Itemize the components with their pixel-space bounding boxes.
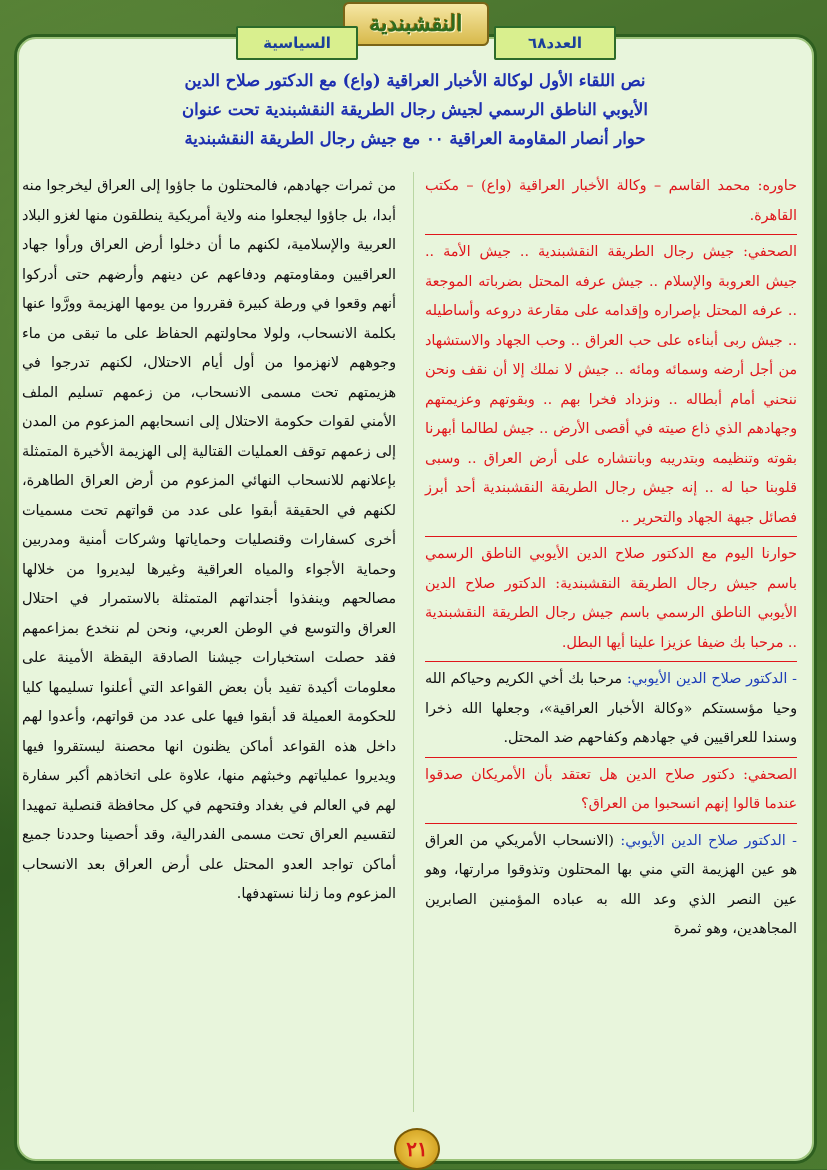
- interviewer-credit: حاوره: محمد القاسم – وكالة الأخبار العراقية (واع) – مكتب القاهرة.: [425, 178, 797, 224]
- separator-line: [425, 536, 797, 537]
- headline-line-3: حوار أنصار المقاومة العراقية ٠٠ مع جيش رجال الطريقة النقشبندية: [184, 129, 646, 148]
- separator-line: [425, 661, 797, 662]
- question-2: الصحفي: دكتور صلاح الدين هل تعتقد بأن الأمريكان صدقوا عندما قالوا إنهم انسحبوا من العراق؟: [425, 766, 797, 812]
- logo-text: النقشبندية: [369, 11, 463, 37]
- page-number-badge: [394, 1128, 440, 1170]
- right-column: [425, 172, 797, 945]
- issue-number-badge: [494, 26, 616, 60]
- answer-1-text: مرحبا بك أخي الكريم وحياكم الله وحيا مؤسستكم «وكالة الأخبار العراقية»، وجعلها الله ذخرا وسندا للعراقيين في جهادهم وكفاحهم ضد المحتل.: [425, 671, 797, 746]
- separator-line: [425, 234, 797, 235]
- journalist-intro: الصحفي: جيش رجال الطريقة النقشبندية .. جيش الأمة .. جيش العروبة والإسلام .. جيش عرفه المحتل بضرباته الموجعة .. عرفه المحتل بإصراره وإقدامه على مقارعة دروعه وأساطيله .. جيش ربى أبناءه على حب العراق .. وحب الجهاد والاستشهاد من أجل أرضه وسمائه ومائه .. جيش لا نملك إلا أن نقف ونحن ننحني أمام أبطاله .. ونزداد فخرا بهم .. وبقوتهم وعزيمتهم وجهادهم الذي ذاع صيته في أقصى الأرض .. جيش لطالما أبهرنا بقوته وتنظيمه وبتدريبه وبانتشاره على أرض العراق .. وسبى قلوبنا حبا له .. إنه جيش رجال الطريقة النقشبندية أحد أبرز فصائل جبهة الجهاد والتحرير ..: [425, 244, 797, 526]
- article-headline: [40, 66, 790, 153]
- journalist-welcome: حوارنا اليوم مع الدكتور صلاح الدين الأيوبي الناطق الرسمي باسم جيش رجال الطريقة النقشبندية: الدكتور صلاح الدين الأيوبي الناطق الرسمي باسم جيش رجال الطريقة النقشبندية .. مرحبا بك ضيفا عزيزا علينا أيها البطل.: [425, 546, 797, 651]
- answer-2: [425, 827, 797, 945]
- column-divider: [413, 172, 414, 1112]
- issue-number-label: العدد٦٨: [528, 34, 582, 52]
- headline-line-2: الأيوبي الناطق الرسمي لجيش رجال الطريقة النقشبندية تحت عنوان: [182, 100, 648, 119]
- left-column: [22, 172, 396, 910]
- answer-2-continued: من ثمرات جهادهم، فالمحتلون ما جاؤوا إلى العراق ليخرجوا منه أبدا، بل جاؤوا ليجعلوا منه ولاية أمريكية ينطلقون منها لغزو البلاد العربية والإسلامية، لكنهم ما أن دخلوا أرض العراق ورأوا جهاد العراقيين ومقاومتهم ودفاعهم عن دينهم وأرضهم حتى أدركوا أنهم وقعوا في ورطة كبيرة فقرروا من يومها الهزيمة وورَّوا عنها بكلمة الانسحاب، ولولا محاولتهم الحفاظ على ما تبقى من ماء وجوههم لانهزموا من أول أيام الاحتلال، لكنهم تدرجوا في هزيمتهم تحت مسمى الانسحاب، من زعمهم تسليم الملف الأمني لقوات حكومة الاحتلال إلى انسحابهم المزعوم من المدن إلى زعمهم توقف العمليات القتالية إلى الهزيمة الأخيرة المتمثلة بإعلانهم للانسحاب النهائي المزعوم من أرض العراق الطاهرة، لكنهم في الحقيقة أبقوا على عدد من قواتهم تحت مسميات أخرى كسفارات وقنصليات وحماياتها وشركات أمنية ومدربين وحماية الأجواء والمياه العراقية وغيرها ليديروا من خلالها مصالحهم وينفذوا أجنداتهم المتمثلة بالاستمرار في احتلال العراق والتوسع في الوطن العربي، ونحن لم ننخدع بمزاعمهم فقد حصلت استخبارات جيشنا الصادقة اليقظة الأمينة على معلومات أكيدة تفيد بأن بعض القواعد التي أعلنوا تسليمها كليا للحكومة العميلة قد أبقوا فيها على عدد من قواتهم، وأعدوا لهم داخل هذه القواعد أماكن يظنون انها محصنة ليستقروا فيها ويديروا عملياتهم وخبثهم منها، علاوة على اتخاذهم أكبر سفارة لهم في العالم في بغداد وفتحهم في كل محافظة قنصلية تمهيدا لتقسيم العراق تحت مسمى الفدرالية، وقد أحصينا وحددنا جميع أماكن تواجد العدو المحتل على أرض العراق بعد الانسحاب المزعوم وما زلنا نستهدفها.: [22, 178, 396, 902]
- answer-1: [425, 665, 797, 754]
- section-label: السياسية: [263, 34, 331, 52]
- headline-line-1: نص اللقاء الأول لوكالة الأخبار العراقية (واع) مع الدكتور صلاح الدين: [184, 71, 646, 90]
- speaker-label: - الدكتور صلاح الدين الأيوبي:: [626, 671, 797, 687]
- section-badge: [236, 26, 358, 60]
- separator-line: [425, 823, 797, 824]
- speaker-label: - الدكتور صلاح الدين الأيوبي:: [620, 832, 797, 849]
- magazine-logo: [343, 2, 489, 46]
- answer-2-text: (الانسحاب الأمريكي من العراق هو عين الهزيمة التي مني بها المحتلون وتذوقوا مرارتها، وهو عين النصر الذي وعد الله به عباده المؤمنين الصابرين المجاهدين، وهو ثمرة: [425, 832, 797, 937]
- separator-line: [425, 757, 797, 758]
- page-number: ٢١: [406, 1137, 428, 1161]
